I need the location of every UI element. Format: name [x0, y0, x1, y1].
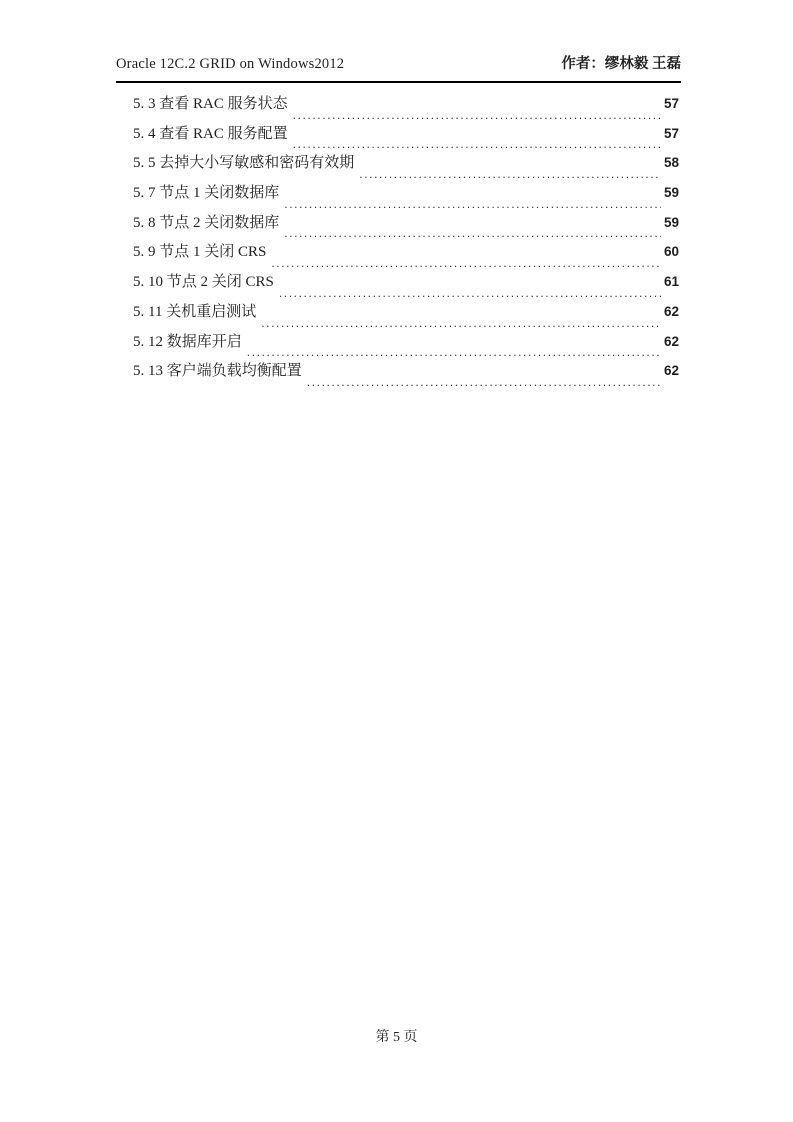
toc-entry[interactable]: [133, 300, 679, 330]
toc-dot-leader: [293, 135, 661, 151]
toc-entry[interactable]: [133, 181, 679, 211]
toc-entry-label: 5. 3 查看 RAC 服务状态: [133, 96, 288, 112]
toc-entry-label: 5. 8 节点 2 关闭数据库: [133, 214, 280, 231]
toc-entry-label: 5. 13 客户端负载均衡配置: [133, 363, 302, 380]
toc-entry-page: 62: [663, 333, 679, 349]
toc-entry[interactable]: [133, 151, 679, 181]
toc-entry-page: 62: [663, 303, 679, 319]
toc-entry[interactable]: [133, 92, 679, 122]
toc-dot-leader: [271, 254, 661, 270]
header-author: 作者：缪林毅 王磊: [561, 56, 681, 72]
toc-entry[interactable]: [133, 270, 679, 300]
page-header: [116, 52, 681, 83]
toc-entry-page: 60: [663, 244, 679, 260]
toc-dot-leader: [247, 343, 661, 359]
toc-entry-label: 5. 12 数据库开启: [133, 333, 242, 350]
toc-entry-page: 57: [663, 96, 679, 111]
toc-entry-page: 58: [663, 155, 679, 171]
toc-entry-page: 57: [663, 125, 679, 141]
toc-entry[interactable]: [133, 330, 679, 360]
toc-dot-leader: [359, 165, 661, 181]
toc-entry-label: 5. 4 查看 RAC 服务配置: [133, 125, 288, 142]
toc-list: [133, 92, 679, 389]
toc-dot-leader: [279, 284, 661, 300]
toc-entry-label: 5. 5 去掉大小写敏感和密码有效期: [133, 155, 355, 172]
toc-entry-label: 5. 10 节点 2 关闭 CRS: [133, 274, 274, 291]
toc-dot-leader: [293, 106, 661, 122]
toc-entry-page: 62: [663, 363, 679, 379]
footer-page-number: 第 5 页: [375, 1030, 418, 1045]
header-document-title: Oracle 12C.2 GRID on Windows2012: [116, 56, 345, 72]
toc-entry[interactable]: [133, 240, 679, 270]
toc-dot-leader: [284, 195, 661, 211]
toc-entry[interactable]: [133, 359, 679, 389]
toc-entry[interactable]: [133, 211, 679, 241]
toc-entry-page: 61: [663, 274, 679, 290]
toc-dot-leader: [261, 314, 661, 330]
toc-entry-page: 59: [663, 185, 679, 201]
toc-dot-leader: [307, 373, 661, 389]
toc-dot-leader: [284, 224, 661, 240]
toc-entry-page: 59: [663, 214, 679, 230]
toc-entry-label: 5. 11 关机重启测试: [133, 303, 257, 320]
toc-entry-label: 5. 7 节点 1 关闭数据库: [133, 185, 280, 202]
page-footer: [0, 1026, 793, 1046]
toc-entry[interactable]: [133, 122, 679, 152]
toc-entry-label: 5. 9 节点 1 关闭 CRS: [133, 244, 267, 261]
